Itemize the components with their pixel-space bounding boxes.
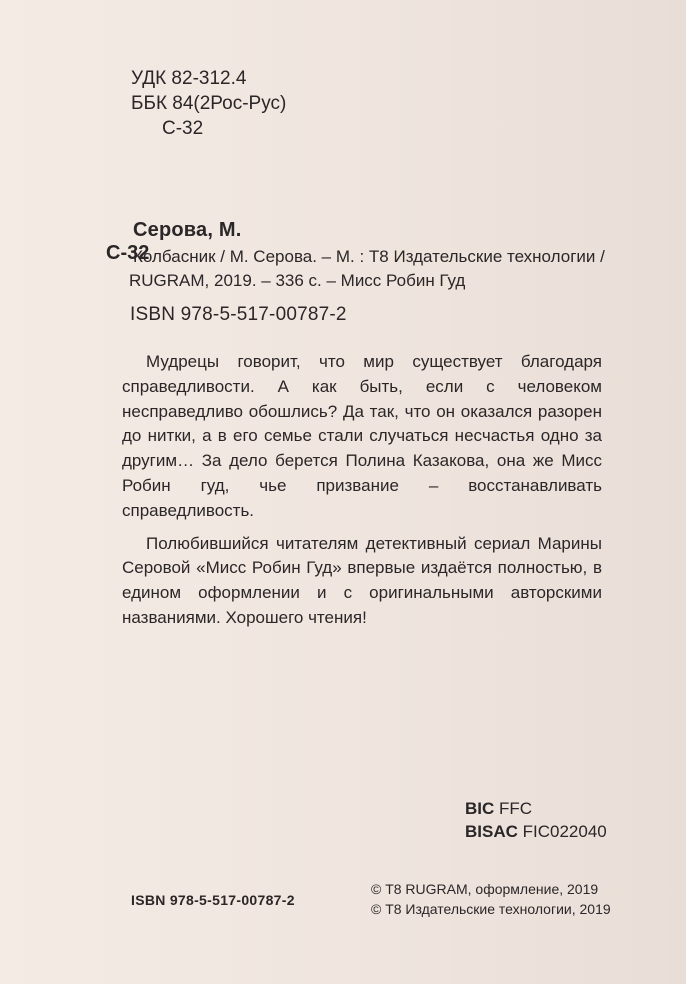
bisac-label: BISAC <box>465 822 518 841</box>
bbk-code: ББК 84(2Рос-Рус) <box>131 93 287 114</box>
description-line-1: Колбасник / М. Серова. – М. : Т8 Издательские технологии / <box>133 247 605 266</box>
isbn-top: ISBN 978-5-517-00787-2 <box>130 304 347 325</box>
annotation-paragraph-2: Полюбившийся читателям детективный сериал Марины Серовой «Мисс Робин Гуд» впервые издаётся полностью, в едином оформлении и с оригинальными авторскими названиями. Хорошего чтения! <box>122 533 602 627</box>
bibliographic-description <box>129 245 653 293</box>
classification-codes <box>465 797 607 843</box>
bic-label: BIC <box>465 799 495 818</box>
author-name: Серова, М. <box>133 219 242 241</box>
bic-value: FFC <box>499 799 533 818</box>
author-mark-code: С-32 <box>162 118 204 139</box>
bisac-value: FIC022040 <box>522 822 607 841</box>
bic-row <box>465 797 607 820</box>
copyright-line-2: © Т8 Издательские технологии, 2019 <box>371 901 611 917</box>
annotation-paragraph-1: Мудрецы говорит, что мир существует благодаря справедливости. А как быть, если с человеком несправедливо обошлись? Да так, что он оказался разорен до нитки, а в его семье стали случаться несчастья одно за другим… За дело берется Полина Казакова, она же Мисс Робин гуд, чье призвание – восстанавливать справедливость. <box>122 352 602 520</box>
catalog-codes <box>131 66 286 141</box>
description-line-2: RUGRAM, 2019. – 336 с. – Мисс Робин Гуд <box>129 271 466 290</box>
copyright-notice <box>371 879 611 919</box>
author-mark: С-32 <box>106 242 150 264</box>
isbn-bottom: ISBN 978-5-517-00787-2 <box>131 892 295 908</box>
annotation <box>122 350 602 631</box>
udk-code: УДК 82-312.4 <box>131 68 247 89</box>
bisac-row <box>465 820 607 843</box>
copyright-line-1: © Т8 RUGRAM, оформление, 2019 <box>371 881 599 897</box>
